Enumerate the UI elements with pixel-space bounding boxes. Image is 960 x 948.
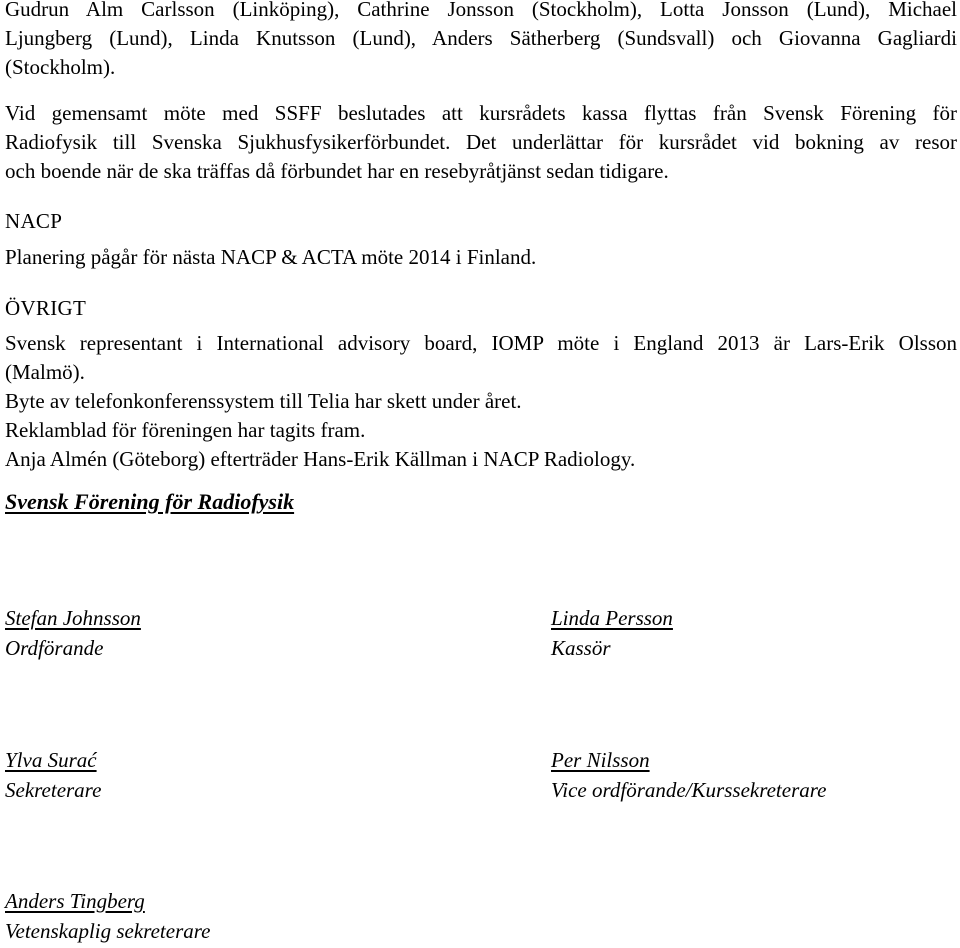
signatory-name: Ylva Surać <box>5 748 97 772</box>
signatory-role: Sekreterare <box>5 778 102 802</box>
text-line: Byte av telefonkonferenssystem till Telia har skett under året. <box>5 389 522 413</box>
text-line: Anja Almén (Göteborg) efterträder Hans-Erik Källman i NACP Radiology. <box>5 447 636 471</box>
text-line: Gudrun Alm Carlsson (Linköping), Cathrine Jonsson (Stockholm), Lotta Jonsson (Lund), Michael <box>5 0 957 21</box>
nacp-section <box>5 207 957 236</box>
signatory-role: Vetenskaplig sekreterare <box>5 919 211 943</box>
signatory-secretary <box>5 745 101 805</box>
text-line: Radiofysik till Svenska Sjukhusfysikerförbundet. Det underlättar för kursrådet vid bokning av resor <box>5 130 957 154</box>
ovrigt-text-block <box>5 329 957 474</box>
signatory-name: Stefan Johnsson <box>5 606 141 630</box>
signatory-treasurer <box>551 603 673 663</box>
signatory-vice-chair <box>551 745 826 805</box>
section-heading-ovrigt: ÖVRIGT <box>5 296 87 320</box>
text-line: Vid gemensamt möte med SSFF beslutades att kursrådets kassa flyttas från Svensk Förening för <box>5 101 957 125</box>
kassa-paragraph <box>5 99 957 186</box>
text-line: Reklamblad för föreningen har tagits fram. <box>5 418 366 442</box>
signatory-chair <box>5 603 141 663</box>
signatory-role: Ordförande <box>5 636 104 660</box>
text-line: Ljungberg (Lund), Linda Knutsson (Lund), Anders Sätherberg (Sundsvall) och Giovanna Gagliardi <box>5 26 957 50</box>
text-line: (Stockholm). <box>5 55 116 79</box>
signatory-name: Linda Persson <box>551 606 673 630</box>
ovrigt-section <box>5 294 957 323</box>
text-line: (Malmö). <box>5 360 85 384</box>
signatory-role: Vice ordförande/Kurssekreterare <box>551 778 827 802</box>
signatory-name: Per Nilsson <box>551 748 650 772</box>
organization-title: Svensk Förening för Radiofysik <box>5 489 295 514</box>
text-line: Svensk representant i International advisory board, IOMP möte i England 2013 är Lars-Erik Olsson <box>5 331 957 355</box>
signatory-role: Kassör <box>551 636 611 660</box>
section-heading-nacp: NACP <box>5 209 63 233</box>
members-paragraph <box>5 0 957 82</box>
nacp-text-block <box>5 243 957 272</box>
signatory-name: Anders Tingberg <box>5 889 145 913</box>
signatory-scientific-secretary <box>5 886 210 946</box>
text-line: och boende när de ska träffas då förbundet har en resebyråtjänst sedan tidigare. <box>5 159 669 183</box>
nacp-text: Planering pågår för nästa NACP & ACTA möte 2014 i Finland. <box>5 245 537 269</box>
